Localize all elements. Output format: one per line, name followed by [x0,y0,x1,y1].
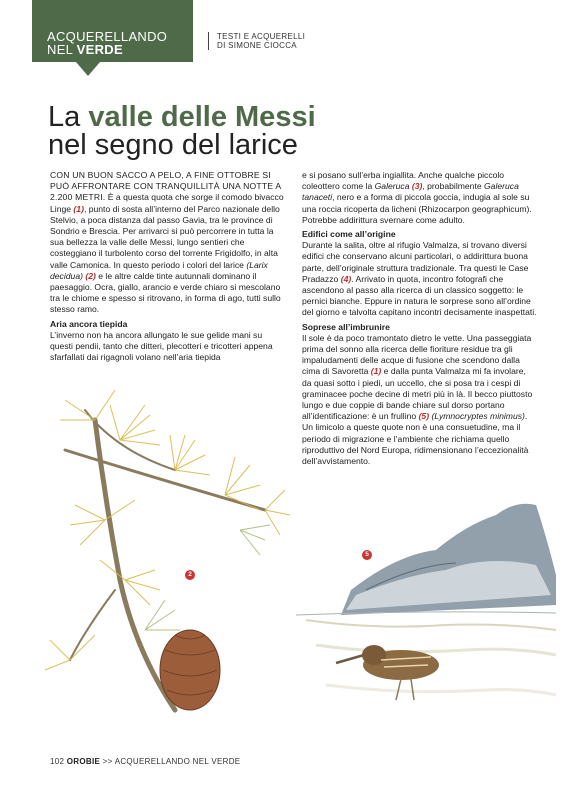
section-name: >> ACQUERELLANDO NEL VERDE [100,757,241,766]
section-heading: Edifici come all’origine [302,229,396,240]
body-paragraph: Il sole è da poco tramontato dietro le vette. Una passeggiata prima del sonno alla ricerca delle fioriture residue tra gli impaludamenti delle acque di fusione che scendono dalla cima di Savoretta (1) e dalla punta Valmalza mi fa involare, da quasi sotto i piedi, un uccello, che si posa tra i cespi di graminacee poche decine di metri più in là. Il becco piuttosto lungo e due coppie di bande chiare sul dorso portano all’identificazione: è un frullino (5) (Lymnocryptes minimus). Un limicolo a queste quote non è una consuetudine, ma il periodo di migrazione e l’ambiente che richiama quello riproduttivo del Nord Europa, ridimensionano l’eccezionalità dell’avvistamento. [302,332,533,467]
body-paragraph: L’inverno non ha ancora allungato le sue gelide mani su questi pendii, tanto che ditteri, plecotteri e tricotteri appena sfarfallati dai rigagnoli volano nell’aria tiepida [50,329,273,363]
larch-branch-illustration [25,380,295,750]
series-title-line1: ACQUERELLANDO [47,29,168,44]
page-title: La valle delle Messi nel segno del larice [48,101,316,161]
series-title-line2: NEL VERDE [47,42,123,57]
page-footer [50,757,240,766]
magazine-name: OROBIE [66,757,101,766]
body-paragraph: Durante la salita, oltre al rifugio Valmalza, si trovano diversi edifici che conservano alcuni particolari, o addirittura buona parte, dell’originale struttura tradizionale. Tra questi le Case Pradazzo (4). Arrivato in quota, incontro fotografi che ascendono al passo alla ricerca di un classico soggetto: le pernici bianche. Eppure in natura le sorprese sono all’ordine del giorno e talvolta capitano incontri decisamente inaspettati. [302,240,537,318]
author-credit: TESTI E ACQUERELLI DI SIMONE CIOCCA [208,32,305,50]
page-number: 102 [50,757,65,766]
figure-marker-5: 5 [362,550,372,560]
series-tag [32,0,193,62]
article-column-2 [302,170,537,467]
mountain-snipe-illustration [296,495,556,745]
intro-paragraph: CON UN BUON SACCO A PELO, A FINE OTTOBRE SI PUÒ AFFRONTARE CON TRANQUILLITÀ UNA NOTTE A 2.200 METRI. È a questa quota che sorge il comodo bivacco Linge (1), punto di sosta all’interno del Parco nazionale dello Stelvio, a poca distanza dal passo Gavia, tra le province di Sondrio e Brescia. Per arrivarci si può percorrere in tutta la sua bellezza la valle delle Messi, lungo sentieri che costeggiano il turbolento corso del torrente Frigidolfo, in alta valle Camonica. In questo periodo i colori del larice (Larix decidua) (2) e le altre calde tinte autunnali dominano il paesaggio. Ocra, giallo, arancio e verde chiaro si mescolano tra le chiome e spesso si ritrovano, in forma di ago, tutti sullo stesso ramo. [50,170,284,315]
section-heading: Soprese all’imbrunire [302,321,390,332]
figure-marker-2: 2 [185,570,195,580]
body-paragraph: e si posano sull’erba ingiallita. Anche qualche piccolo coleottero come la Galeruca (3), probabilmente Galeruca tanaceti, nero e a forma di piccola goccia, indugia al sole su una roccia ricoperta da licheni (Rhizocarpon geographicum). Potrebbe addirittura svernare come adulto. [302,170,532,225]
article-column-1 [50,170,285,363]
section-heading: Aria ancora tiepida [50,318,128,329]
